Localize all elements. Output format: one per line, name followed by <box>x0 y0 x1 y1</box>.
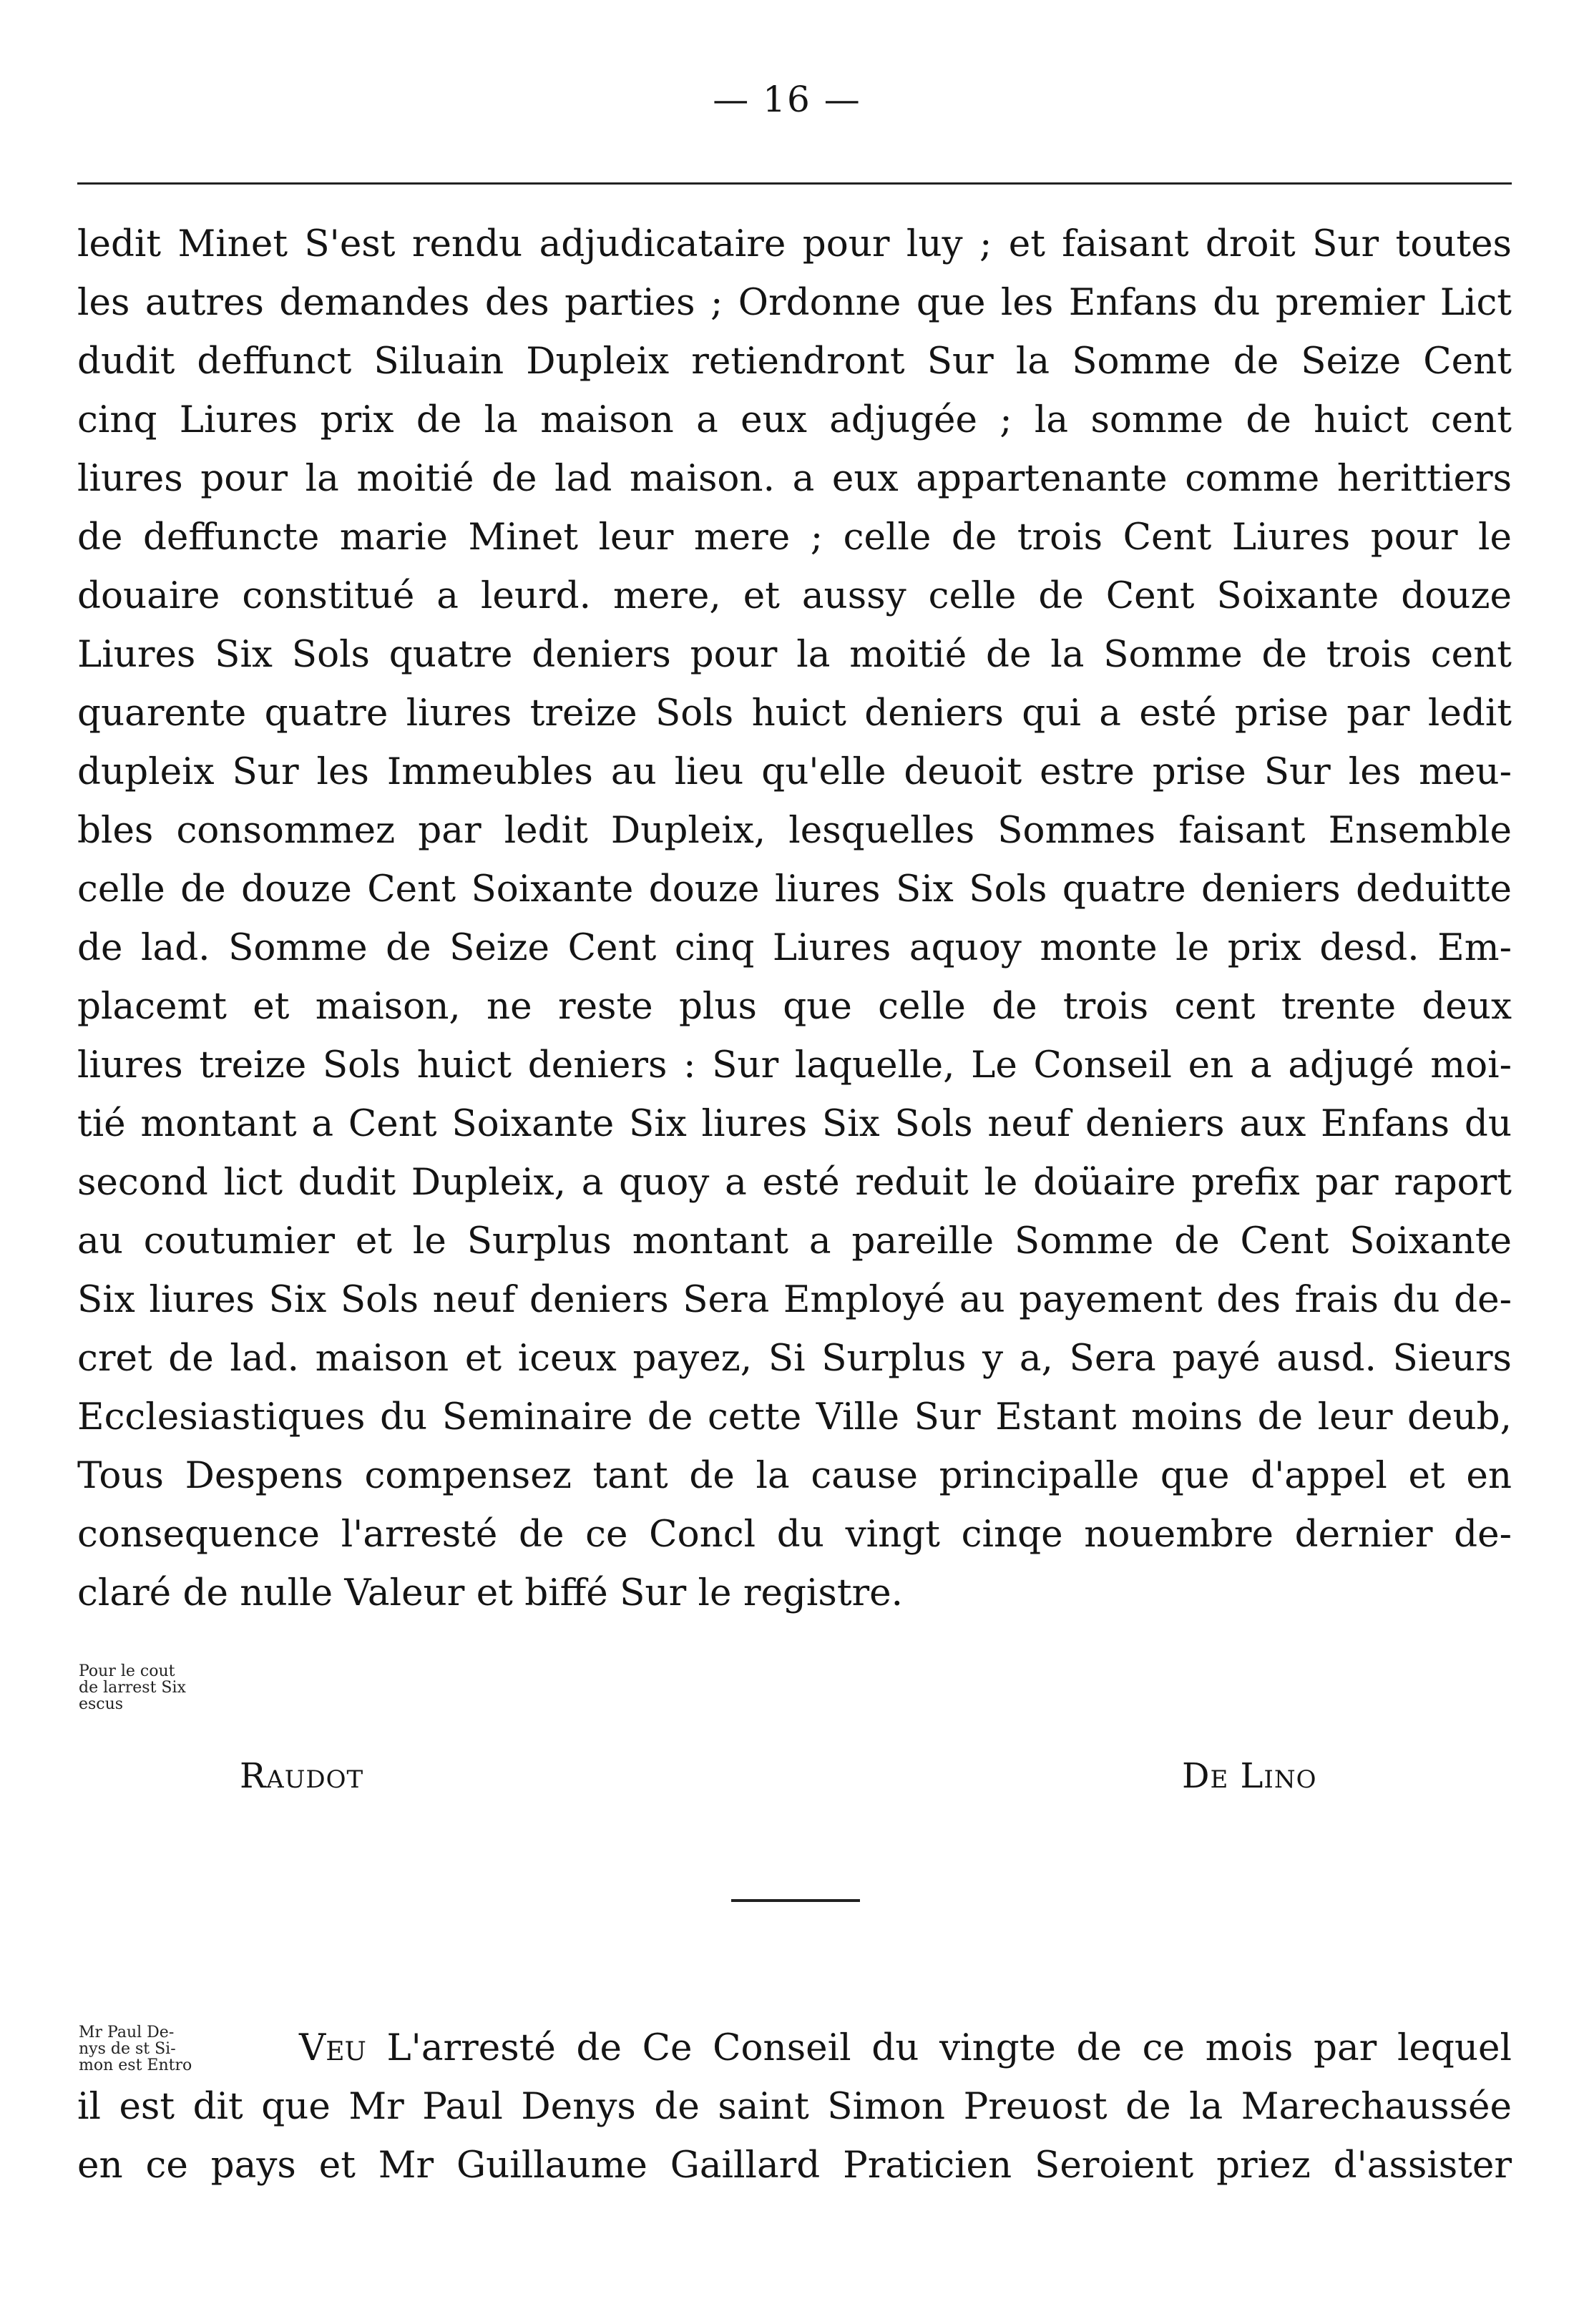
text-line: de deffuncte marie Minet leur mere ; celle de trois Cent Liures pour le <box>77 516 1512 559</box>
header-rule <box>77 182 1512 185</box>
lead-word: Veu <box>299 2026 366 2069</box>
text-line: bles consommez par ledit Dupleix, lesquelles Sommes faisant Ensemble <box>77 809 1512 852</box>
page-number: — 16 — <box>713 79 861 120</box>
text-line: ledit Minet S'est rendu adjudicataire pour luy ; et faisant droit Sur toutes <box>77 222 1512 265</box>
text-line: liures treize Sols huict deniers : Sur laquelle, Le Conseil en a adjugé moi- <box>77 1044 1512 1087</box>
text-line: liures pour la moitié de lad maison. a eux appartenante comme herittiers <box>77 457 1512 500</box>
margin-note-line: mon est Entro <box>79 2056 192 2074</box>
text-line: Ecclesiastiques du Seminaire de cette Ville Sur Estant moins de leur deub, <box>77 1396 1512 1438</box>
margin-note-line: nys de st Si- <box>79 2040 176 2058</box>
margin-note-line: Mr Paul De- <box>79 2024 175 2041</box>
text-line: de lad. Somme de Seize Cent cinq Liures aquoy monte le prix desd. Em- <box>77 926 1512 969</box>
text-line: en ce pays et Mr Guillaume Gaillard Praticien Seroient priez d'assister <box>77 2144 1512 2187</box>
text-line: Tous Despens compensez tant de la cause principalle que d'appel et en <box>77 1454 1512 1497</box>
margin-note-line: de larrest Six <box>79 1679 186 1697</box>
text-line: Six liures Six Sols neuf deniers Sera Employé au payement des frais du de- <box>77 1278 1512 1321</box>
signature-raudot: Raudot <box>240 1756 364 1796</box>
text-line: placemt et maison, ne reste plus que celle de trois cent trente deux <box>77 985 1512 1028</box>
margin-note-line: Pour le cout <box>79 1662 175 1680</box>
text-line <box>77 2019 1512 2077</box>
text-line: second lict dudit Dupleix, a quoy a esté reduit le doüaire prefix par raport <box>77 1161 1512 1204</box>
text-line: cret de lad. maison et iceux payez, Si Surplus y a, Sera payé ausd. Sieurs <box>77 1337 1512 1380</box>
margin-note-cost <box>79 1663 293 1712</box>
text-line: tié montant a Cent Soixante Six liures Six Sols neuf deniers aux Enfans du <box>77 1102 1512 1145</box>
paragraph-veu <box>77 2019 1512 2195</box>
text-line: au coutumier et le Surplus montant a pareille Somme de Cent Soixante <box>77 1220 1512 1262</box>
text-line: douaire constitué a leurd. mere, et aussy celle de Cent Soixante douze <box>77 574 1512 617</box>
text-line: cinq Liures prix de la maison a eux adjugée ; la somme de huict cent <box>77 398 1512 441</box>
text-line: les autres demandes des parties ; Ordonne que les Enfans du premier Lict <box>77 281 1512 324</box>
text-line: consequence l'arresté de ce Concl du vingt cinqe nouembre dernier de- <box>77 1513 1512 1556</box>
text-line-content: L'arresté de Ce Conseil du vingte de ce mois par lequel <box>386 2026 1512 2069</box>
text-line: dudit deffunct Siluain Dupleix retiendront Sur la Somme de Seize Cent <box>77 340 1512 383</box>
signature-de-lino: De Lino <box>1182 1756 1317 1796</box>
text-line: il est dit que Mr Paul Denys de saint Simon Preuost de la Marechaussée <box>77 2085 1512 2128</box>
section-divider <box>731 1899 860 1902</box>
margin-note-line: escus <box>79 1695 124 1713</box>
text-line: celle de douze Cent Soixante douze liures Six Sols quatre deniers deduitte <box>77 868 1512 911</box>
paragraph-decree <box>77 215 1512 1622</box>
text-line: quarente quatre liures treize Sols huict deniers qui a esté prise par ledit <box>77 692 1512 735</box>
text-line: dupleix Sur les Immeubles au lieu qu'elle deuoit estre prise Sur les meu- <box>77 750 1512 793</box>
text-line: claré de nulle Valeur et biffé Sur le registre. <box>77 1572 903 1614</box>
text-line: Liures Six Sols quatre deniers pour la moitié de la Somme de trois cent <box>77 633 1512 676</box>
